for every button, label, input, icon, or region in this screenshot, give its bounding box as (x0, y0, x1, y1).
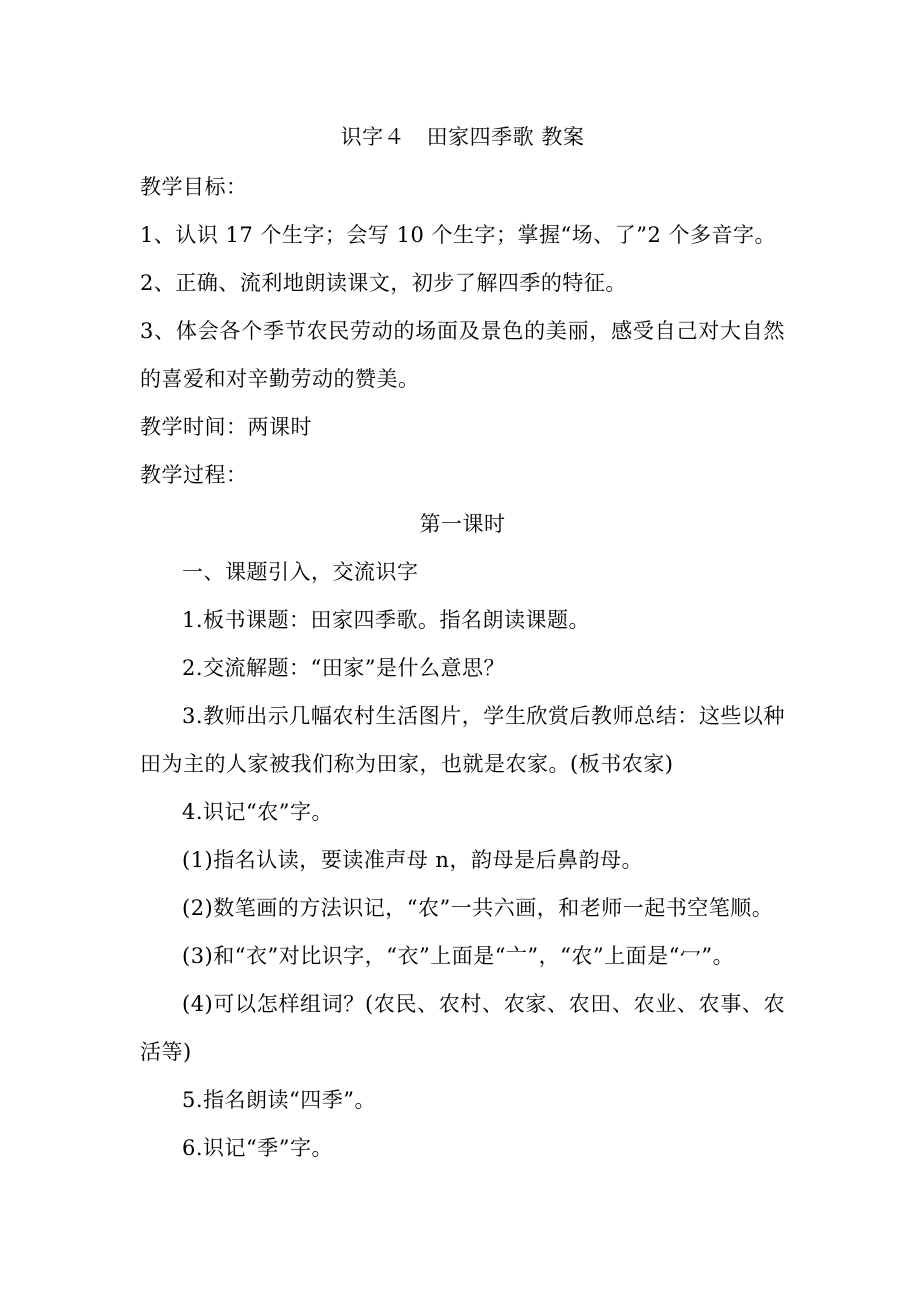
objective-3: 3、体会各个季节农民劳动的场面及景色的美丽，感受自己对大自然 (140, 319, 785, 343)
lesson-heading: 第一课时 (419, 512, 506, 536)
objectives-heading: 教学目标： (140, 175, 248, 199)
step-3: 3.教师出示几幅农村生活图片，学生欣赏后教师总结：这些以种 (182, 704, 785, 728)
process-heading: 教学过程： (140, 463, 248, 487)
step-4-3: (3)和“衣”对比识字，“衣”上面是“亠”，“农”上面是“冖”。 (182, 944, 735, 968)
step-4: 4.识记“农”字。 (182, 800, 334, 824)
objective-1: 1、认识 17 个生字；会写 10 个生字；掌握“场、了”2 个多音字。 (140, 223, 777, 247)
teaching-time: 教学时间：两课时 (140, 415, 312, 439)
objective-3-continued: 的喜爱和对辛勤劳动的赞美。 (140, 367, 420, 391)
step-1: 1.板书课题：田家四季歌。指名朗读课题。 (182, 608, 591, 632)
step-4-4: (4)可以怎样组词？(农民、农村、农家、农田、农业、农事、农 (182, 992, 785, 1016)
objective-2: 2、正确、流利地朗读课文，初步了解四季的特征。 (140, 271, 627, 295)
step-4-1: (1)指名认读，要读准声母 n，韵母是后鼻韵母。 (182, 848, 643, 872)
step-4-4-continued: 活等) (140, 1040, 192, 1064)
document-title: 识字４ 田家四季歌 教案 (340, 125, 585, 149)
step-5: 5.指名朗读“四季”。 (182, 1088, 377, 1112)
step-3-continued: 田为主的人家被我们称为田家，也就是农家。(板书农家) (140, 752, 674, 776)
step-6: 6.识记“季”字。 (182, 1136, 334, 1160)
step-2: 2.交流解题：“田家”是什么意思？ (182, 656, 506, 680)
section-1-heading: 一、课题引入，交流识字 (182, 560, 419, 584)
step-4-2: (2)数笔画的方法识记，“农”一共六画，和老师一起书空笔顺。 (182, 896, 774, 920)
